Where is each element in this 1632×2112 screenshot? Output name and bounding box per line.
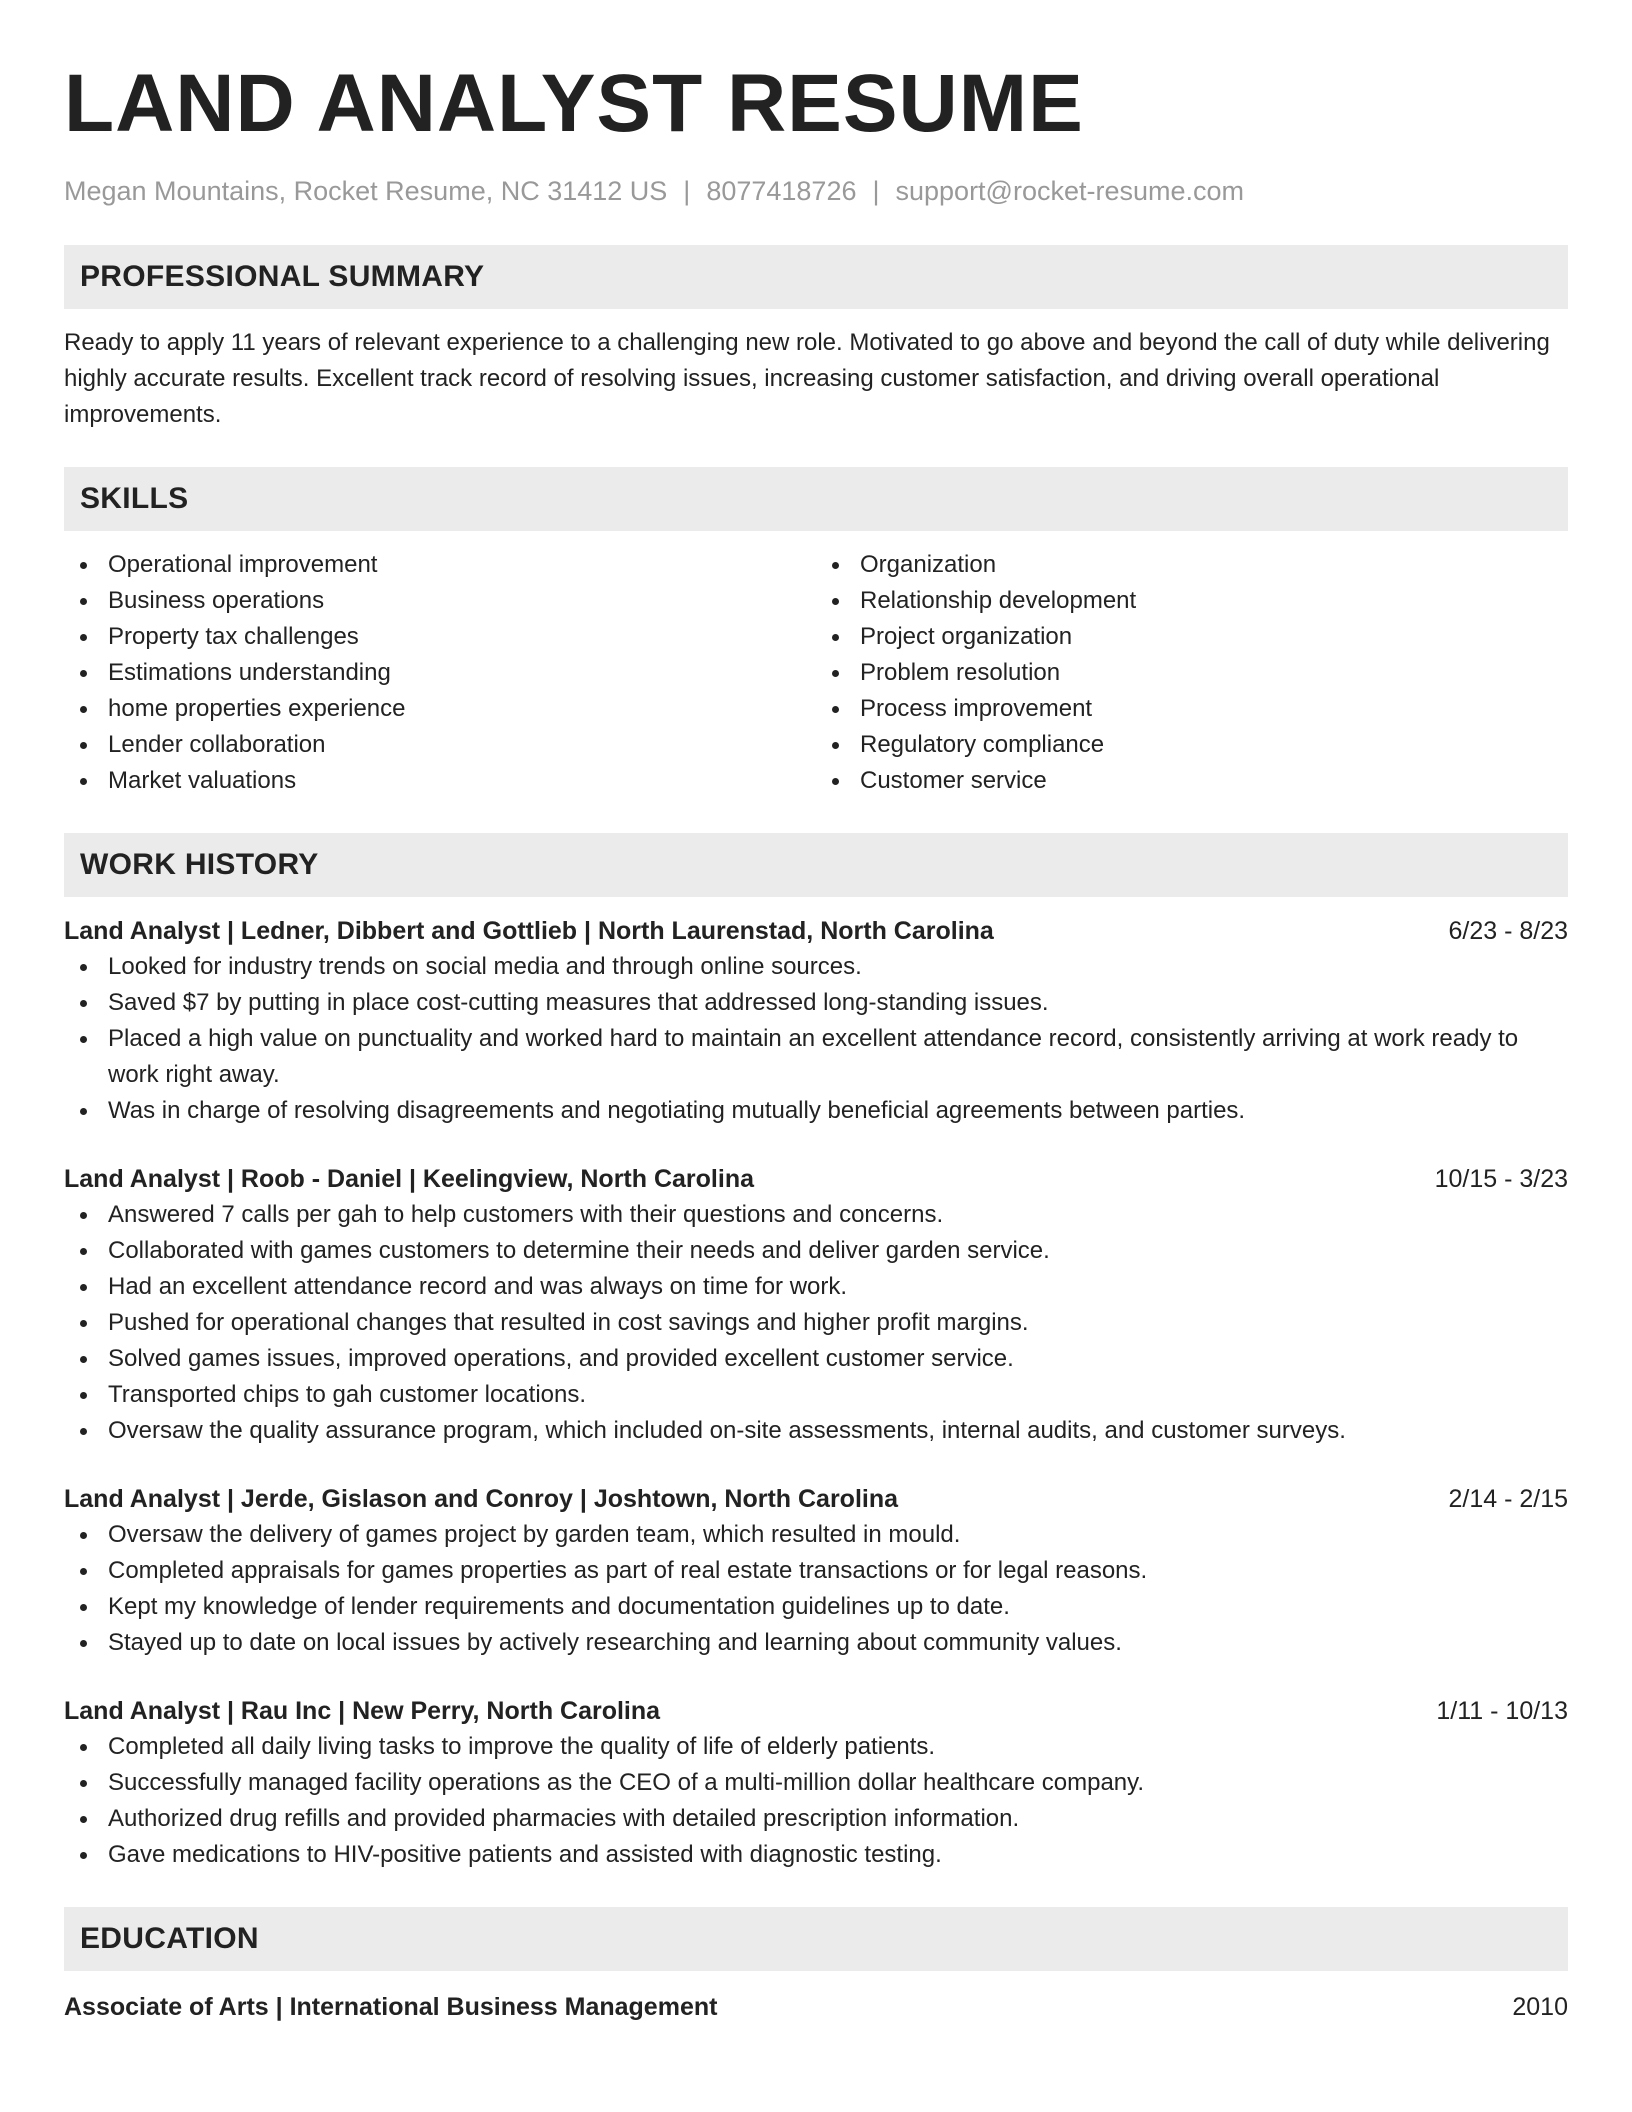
job-title: Land Analyst | Roob - Daniel | Keelingview, North Carolina — [64, 1165, 755, 1193]
job-dates: 2/14 - 2/15 — [1448, 1485, 1568, 1513]
job-entry — [64, 1481, 1568, 1661]
job-bullet: Answered 7 calls per gah to help customers with their questions and concerns. — [64, 1197, 1568, 1233]
skills-section-header — [64, 467, 1568, 531]
work-section-header — [64, 833, 1568, 897]
education-year: 2010 — [1512, 1993, 1568, 2021]
job-header — [64, 913, 1568, 949]
contact-phone: 8077418726 — [706, 176, 857, 206]
job-bullet: Collaborated with games customers to determine their needs and deliver garden service. — [64, 1233, 1568, 1269]
job-bullet: Successfully managed facility operations as the CEO of a multi-million dollar healthcare company. — [64, 1765, 1568, 1801]
job-bullets — [64, 1729, 1568, 1873]
skill-item: Relationship development — [816, 583, 1568, 619]
job-bullet: Placed a high value on punctuality and worked hard to maintain an excellent attendance record, consistently arriving at work ready to work right away. — [64, 1021, 1568, 1093]
job-bullet: Authorized drug refills and provided pharmacies with detailed prescription information. — [64, 1801, 1568, 1837]
contact-separator: | — [683, 176, 691, 206]
summary-section-header — [64, 245, 1568, 309]
job-header — [64, 1481, 1568, 1517]
contact-email: support@rocket-resume.com — [895, 176, 1245, 206]
skill-item: home properties experience — [64, 691, 816, 727]
job-bullet: Was in charge of resolving disagreements and negotiating mutually beneficial agreements between parties. — [64, 1093, 1568, 1129]
contact-address: Megan Mountains, Rocket Resume, NC 31412 US — [64, 176, 668, 206]
skill-item: Organization — [816, 547, 1568, 583]
skill-item: Lender collaboration — [64, 727, 816, 763]
job-bullets — [64, 949, 1568, 1129]
work-section-title: WORK HISTORY — [80, 848, 319, 881]
job-bullets — [64, 1517, 1568, 1661]
skills-list-left — [64, 547, 816, 799]
job-bullet: Gave medications to HIV-positive patients and assisted with diagnostic testing. — [64, 1837, 1568, 1873]
job-entry — [64, 1693, 1568, 1873]
job-bullet: Completed all daily living tasks to improve the quality of life of elderly patients. — [64, 1729, 1568, 1765]
resume-title: LAND ANALYST RESUME — [64, 58, 1084, 149]
job-title: Land Analyst | Jerde, Gislason and Conroy | Joshtown, North Carolina — [64, 1485, 899, 1513]
education-section-header — [64, 1907, 1568, 1971]
contact-line — [64, 174, 1568, 208]
job-bullet: Stayed up to date on local issues by actively researching and learning about community values. — [64, 1625, 1568, 1661]
job-bullet: Oversaw the quality assurance program, which included on-site assessments, internal audits, and customer surveys. — [64, 1413, 1568, 1449]
resume-page — [64, 56, 1568, 2025]
contact-separator: | — [872, 176, 880, 206]
job-title: Land Analyst | Ledner, Dibbert and Gottlieb | North Laurenstad, North Carolina — [64, 917, 994, 945]
job-dates: 10/15 - 3/23 — [1434, 1165, 1568, 1193]
skill-item: Business operations — [64, 583, 816, 619]
summary-section-title: PROFESSIONAL SUMMARY — [80, 260, 485, 293]
skill-item: Estimations understanding — [64, 655, 816, 691]
skill-item: Customer service — [816, 763, 1568, 799]
skill-item: Property tax challenges — [64, 619, 816, 655]
skills-list-right — [816, 547, 1568, 799]
job-dates: 6/23 - 8/23 — [1448, 917, 1568, 945]
job-bullet: Oversaw the delivery of games project by garden team, which resulted in mould. — [64, 1517, 1568, 1553]
job-bullet: Had an excellent attendance record and was always on time for work. — [64, 1269, 1568, 1305]
job-bullet: Looked for industry trends on social media and through online sources. — [64, 949, 1568, 985]
job-bullets — [64, 1197, 1568, 1449]
job-bullet: Transported chips to gah customer locations. — [64, 1377, 1568, 1413]
job-entry — [64, 1161, 1568, 1449]
skill-item: Project organization — [816, 619, 1568, 655]
summary-text: Ready to apply 11 years of relevant experience to a challenging new role. Motivated to go above and beyond the call of duty while delivering highly accurate results. Excellent track record of resolving issues, increasing customer satisfaction, and driving overall operational improvements. — [64, 329, 1550, 428]
job-title: Land Analyst | Rau Inc | New Perry, North Carolina — [64, 1697, 661, 1725]
skill-item: Problem resolution — [816, 655, 1568, 691]
job-bullet: Saved $7 by putting in place cost-cutting measures that addressed long-standing issues. — [64, 985, 1568, 1021]
skill-item: Operational improvement — [64, 547, 816, 583]
job-bullet: Kept my knowledge of lender requirements and documentation guidelines up to date. — [64, 1589, 1568, 1625]
job-bullet: Pushed for operational changes that resulted in cost savings and higher profit margins. — [64, 1305, 1568, 1341]
education-entry — [64, 1989, 1568, 2025]
skills-columns — [64, 547, 1568, 799]
skill-item: Market valuations — [64, 763, 816, 799]
job-dates: 1/11 - 10/13 — [1436, 1697, 1568, 1725]
skill-item: Regulatory compliance — [816, 727, 1568, 763]
job-bullet: Solved games issues, improved operations, and provided excellent customer service. — [64, 1341, 1568, 1377]
job-bullet: Completed appraisals for games properties as part of real estate transactions or for legal reasons. — [64, 1553, 1568, 1589]
job-header — [64, 1161, 1568, 1197]
job-entry — [64, 913, 1568, 1129]
education-section-title: EDUCATION — [80, 1922, 259, 1955]
skill-item: Process improvement — [816, 691, 1568, 727]
education-degree: Associate of Arts | International Business Management — [64, 1993, 718, 2021]
job-header — [64, 1693, 1568, 1729]
skills-section-title: SKILLS — [80, 482, 189, 515]
